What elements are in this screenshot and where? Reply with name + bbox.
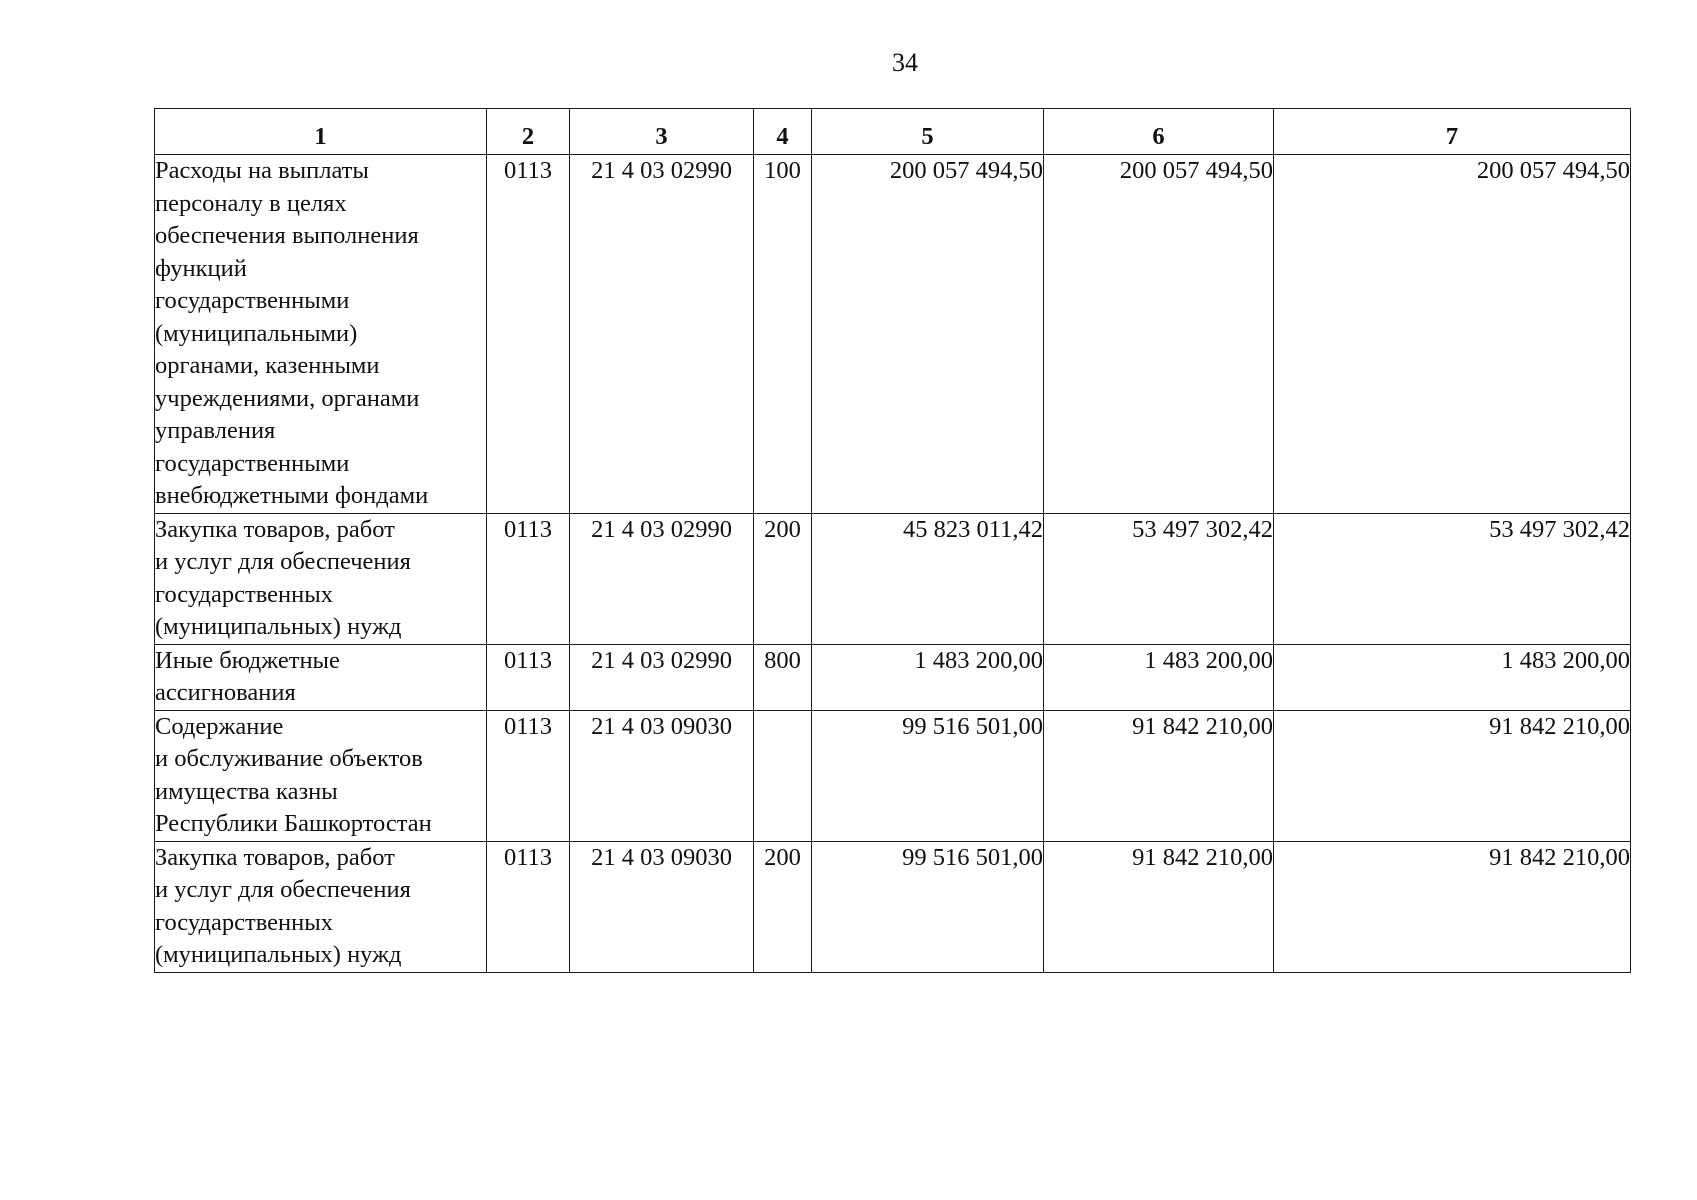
expense-type-cell: 800 [754, 644, 812, 710]
expense-type-cell [754, 710, 812, 841]
expense-type-cell: 200 [754, 513, 812, 644]
amount-col7-cell: 53 497 302,42 [1274, 513, 1631, 644]
target-code-cell: 21 4 03 02990 [570, 644, 754, 710]
amount-col5-cell: 99 516 501,00 [812, 841, 1044, 972]
amount-col6-cell: 91 842 210,00 [1044, 710, 1274, 841]
column-header-6: 6 [1044, 109, 1274, 155]
row-name-line: и обслуживание объектов [155, 745, 423, 772]
row-name-line: имущества казны [155, 777, 338, 805]
row-name-line: государственными [155, 449, 350, 477]
table-row [155, 644, 1631, 710]
expense-type-cell: 200 [754, 841, 812, 972]
section-code-cell: 0113 [487, 513, 570, 644]
table-row [155, 513, 1631, 644]
row-name-line: функций [155, 254, 247, 282]
amount-col7-cell: 1 483 200,00 [1274, 644, 1631, 710]
row-name-line: ассигнования [155, 679, 296, 706]
budget-table [154, 108, 1631, 973]
table-header-row [155, 109, 1631, 155]
row-name-line: органами, казенными [155, 352, 380, 379]
amount-col6-cell: 1 483 200,00 [1044, 644, 1274, 710]
amount-col7-cell: 91 842 210,00 [1274, 710, 1631, 841]
amount-col5-cell: 200 057 494,50 [812, 155, 1044, 514]
table-row [155, 710, 1631, 841]
section-code-cell: 0113 [487, 841, 570, 972]
column-header-2: 2 [487, 109, 570, 155]
row-name-line: (муниципальных) нужд [155, 941, 402, 968]
row-name-cell [155, 155, 487, 514]
row-name-line: обеспечения выполнения [155, 222, 419, 249]
column-header-3: 3 [570, 109, 754, 155]
section-code-cell: 0113 [487, 644, 570, 710]
row-name-line: и услуг для обеспечения [155, 548, 411, 575]
row-name-cell [155, 644, 487, 710]
row-name-line: учреждениями, органами [155, 384, 420, 412]
row-name-line: государственных [155, 908, 333, 936]
target-code-cell: 21 4 03 09030 [570, 841, 754, 972]
column-header-7: 7 [1274, 109, 1631, 155]
column-header-5: 5 [812, 109, 1044, 155]
target-code-cell: 21 4 03 02990 [570, 155, 754, 514]
amount-col5-cell: 99 516 501,00 [812, 710, 1044, 841]
row-name-line: государственными [155, 287, 350, 314]
column-header-1: 1 [155, 109, 487, 155]
row-name-line: Закупка товаров, работ [155, 843, 395, 871]
amount-col6-cell: 53 497 302,42 [1044, 513, 1274, 644]
page-number: 34 [892, 48, 918, 77]
row-name-line: Республики Башкортостан [155, 810, 432, 837]
row-name-line: Закупка товаров, работ [155, 515, 395, 543]
table-row [155, 155, 1631, 514]
target-code-cell: 21 4 03 02990 [570, 513, 754, 644]
amount-col5-cell: 1 483 200,00 [812, 644, 1044, 710]
row-name-line: персоналу в целях [155, 189, 347, 217]
column-header-4: 4 [754, 109, 812, 155]
row-name-line: (муниципальных) нужд [155, 613, 402, 640]
row-name-line: (муниципальными) [155, 319, 358, 347]
section-code-cell: 0113 [487, 155, 570, 514]
row-name-line: государственных [155, 580, 333, 608]
row-name-cell [155, 841, 487, 972]
row-name-line: Расходы на выплаты [155, 157, 369, 184]
amount-col6-cell: 200 057 494,50 [1044, 155, 1274, 514]
row-name-cell [155, 513, 487, 644]
target-code-cell: 21 4 03 09030 [570, 710, 754, 841]
row-name-line: и услуг для обеспечения [155, 876, 411, 903]
table-row [155, 841, 1631, 972]
amount-col5-cell: 45 823 011,42 [812, 513, 1044, 644]
amount-col6-cell: 91 842 210,00 [1044, 841, 1274, 972]
row-name-cell [155, 710, 487, 841]
section-code-cell: 0113 [487, 710, 570, 841]
row-name-line: Иные бюджетные [155, 646, 340, 674]
expense-type-cell: 100 [754, 155, 812, 514]
amount-col7-cell: 91 842 210,00 [1274, 841, 1631, 972]
row-name-line: Содержание [155, 712, 284, 740]
row-name-line: управления [155, 417, 276, 444]
amount-col7-cell: 200 057 494,50 [1274, 155, 1631, 514]
row-name-line: внебюджетными фондами [155, 482, 429, 509]
